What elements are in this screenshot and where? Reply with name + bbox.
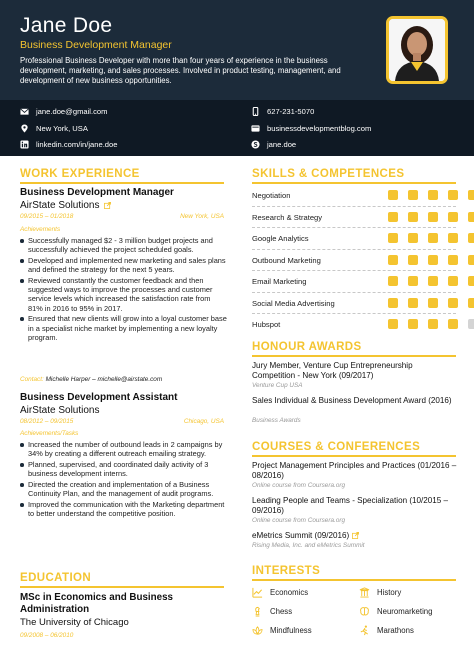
course-provider: Online course from Coursera.org (252, 482, 346, 489)
skill-level-dot (428, 190, 438, 200)
contact-skype[interactable] (251, 140, 296, 149)
skill-divider (252, 249, 456, 250)
external-link-icon (352, 532, 359, 539)
brain-icon (359, 606, 370, 617)
interest-item (252, 606, 292, 617)
skill-divider (252, 270, 456, 271)
skill-level-dot (388, 233, 398, 243)
skill-level-dot (468, 276, 474, 286)
skill-name: Research & Strategy (252, 212, 323, 222)
skill-name: Hubspot (252, 320, 281, 329)
skill-divider (252, 292, 456, 293)
education-heading: EDUCATION (20, 572, 92, 584)
skill-level-meter (388, 212, 474, 222)
contact-website[interactable] (251, 124, 371, 133)
job-title: Business Development Assistant (20, 392, 178, 403)
company-label: AirState Solutions (20, 405, 100, 416)
courses-heading: COURSES & CONFERENCES (252, 441, 421, 453)
linkedin-icon (20, 140, 29, 149)
contact-phone[interactable] (251, 107, 314, 116)
runner-icon (359, 625, 370, 636)
skill-divider (252, 227, 456, 228)
skill-level-dot (428, 276, 438, 286)
location-text: New York, USA (36, 124, 88, 133)
skype-text: jane.doe (267, 140, 297, 149)
skill-level-dot (388, 255, 398, 265)
skill-level-dot (468, 255, 474, 265)
interest-label: Economics (270, 588, 309, 597)
skill-level-dot (408, 255, 418, 265)
skill-name: Outbound Marketing (252, 255, 321, 265)
job-title: Business Development Manager (20, 187, 174, 198)
work-heading-rule (20, 182, 224, 184)
skill-level-dot (448, 276, 458, 286)
award-issuer: Business Awards (252, 417, 301, 424)
interest-label: Neuromarketing (377, 607, 433, 616)
skill-level-dot (468, 319, 474, 329)
skill-level-dot (428, 255, 438, 265)
skills-heading-rule (252, 182, 456, 184)
award-title: Jury Member, Venture Cup Entrepreneurship Competition - New York (09/2017) (252, 361, 413, 380)
skill-level-dot (388, 298, 398, 308)
course-provider: Online course from Coursera.org (252, 517, 346, 524)
contact-location (20, 124, 88, 133)
contact-linkedin[interactable] (20, 140, 117, 149)
profile-photo (386, 16, 448, 84)
skill-level-dot (428, 319, 438, 329)
skill-divider (252, 313, 456, 314)
skill-level-dot (468, 233, 474, 243)
reference-value: Michelle Harper – michelle@airstate.com (45, 376, 163, 383)
job-dates: 09/2015 – 01/2018 (20, 213, 74, 220)
skill-level-meter (388, 298, 474, 308)
achievements-list (20, 236, 227, 344)
skill-level-dot (428, 298, 438, 308)
skill-level-meter (388, 190, 474, 200)
interest-item (252, 625, 312, 636)
skill-level-dot (448, 190, 458, 200)
skill-level-dot (448, 255, 458, 265)
awards-heading: HONOUR AWARDS (252, 341, 362, 353)
skill-level-dot (428, 233, 438, 243)
school-name: The University of Chicago (20, 617, 129, 628)
interest-label: History (377, 588, 402, 597)
course-item-link[interactable] (252, 531, 462, 541)
course-title: Project Management Principles and Practices (01/2016 – 08/2016) (252, 461, 457, 480)
skill-level-meter (388, 233, 474, 243)
interest-item (359, 587, 401, 598)
profile-summary: Professional Business Developer with more than four years of experience in the business development, marketing, and sales processes. Involved in product testing, management, and development of new business opportunities. (20, 56, 341, 85)
skill-level-dot (408, 233, 418, 243)
job-reference (20, 376, 162, 383)
course-title: eMetrics Summit (09/2016) (252, 531, 350, 540)
skill-level-meter (388, 276, 474, 286)
achievements-label: Achievements/Tasks (20, 430, 79, 437)
courses-heading-rule (252, 455, 456, 457)
list-item: Reviewed constantly the customer feedback and then suggested ways to improve the processes and customer service levels which increased the satisfaction rate from 81% in 2016 to 95% in 2017. (20, 276, 227, 313)
company-label: AirState Solutions (20, 200, 100, 211)
skill-level-dot (408, 276, 418, 286)
skill-level-dot (388, 276, 398, 286)
achievements-label: Achievements (20, 226, 61, 233)
skill-level-dot (388, 190, 398, 200)
degree-title: MSc in Economics and Business Administration (20, 592, 173, 615)
skill-name: Negotiation (252, 191, 291, 200)
phone-icon (251, 107, 260, 116)
job-location: New York, USA (180, 213, 224, 220)
email-text: jane.doe@gmail.com (36, 107, 108, 116)
skill-level-dot (448, 212, 458, 222)
skill-level-dot (468, 212, 474, 222)
candidate-title: Business Development Manager (20, 39, 172, 51)
achievements-list (20, 440, 227, 520)
skill-level-dot (388, 212, 398, 222)
interest-item (359, 625, 414, 636)
company-name (20, 405, 100, 416)
location-icon (20, 124, 29, 133)
resume-header (0, 0, 474, 100)
job-dates: 08/2012 – 09/2015 (20, 418, 74, 425)
phone-text: 627-231-5070 (267, 107, 315, 116)
course-provider: Rising Media, Inc. and eMetrics Summit (252, 542, 365, 549)
work-experience-heading: WORK EXPERIENCE (20, 168, 140, 180)
skill-level-dot (448, 233, 458, 243)
reference-label: Contact: (20, 376, 44, 383)
skill-level-dot (428, 212, 438, 222)
skill-level-meter (388, 255, 474, 265)
lotus-icon (252, 625, 263, 636)
education-dates: 09/2008 – 06/2010 (20, 632, 74, 639)
skill-level-meter (388, 319, 474, 329)
list-item: Increased the number of outbound leads in 2 campaigns by 34% by creating a different outreach emailing strategy. (20, 440, 227, 458)
list-item: Successfully managed $2 - 3 million budget projects and successfully achieved the project scheduled goals. (20, 236, 227, 254)
contact-email[interactable] (20, 107, 107, 116)
education-heading-rule (20, 586, 224, 588)
skill-level-dot (448, 298, 458, 308)
skill-name: Social Media Advertising (252, 298, 335, 308)
skill-level-dot (408, 212, 418, 222)
interest-item (252, 587, 308, 598)
interest-label: Marathons (377, 626, 414, 635)
skill-level-dot (408, 190, 418, 200)
list-item: Planned, supervised, and coordinated daily activity of 3 business development interns. (20, 460, 227, 478)
avatar-image (389, 19, 445, 81)
skype-icon (251, 140, 260, 149)
awards-heading-rule (252, 355, 456, 357)
linkedin-text: linkedin.com/in/jane.doe (36, 140, 118, 149)
skill-divider (252, 206, 456, 207)
award-title: Sales Individual & Business Development Award (2016) (252, 396, 452, 405)
skill-level-dot (468, 190, 474, 200)
award-issuer: Venture Cup USA (252, 382, 303, 389)
list-item: Developed and implemented new marketing and sales plans and defined the strategy for the next 5 years. (20, 256, 227, 274)
contact-bar (0, 100, 474, 156)
skill-name: Google Analytics (252, 234, 309, 243)
skill-level-dot (408, 298, 418, 308)
website-text: businessdevelopmentblog.com (267, 124, 372, 133)
external-link-icon (104, 202, 111, 209)
course-title: Leading People and Teams - Specialization (10/2015 – 09/2016) (252, 496, 449, 515)
interests-heading-rule (252, 579, 456, 581)
list-item: Directed the creation and implementation of a Business Continuity Plan, and the management of audit programs. (20, 480, 227, 498)
skill-level-dot (468, 298, 474, 308)
list-item: Ensured that new clients will grow into a loyal customer base in a specialist niche market by implementing a new loyalty program. (20, 314, 227, 342)
skill-level-dot (388, 319, 398, 329)
interest-label: Mindfulness (270, 626, 312, 635)
skill-name: Email Marketing (252, 277, 307, 286)
job-location: Chicago, USA (183, 418, 224, 425)
chess-icon (252, 606, 263, 617)
company-name[interactable] (20, 200, 111, 211)
interests-heading: INTERESTS (252, 565, 321, 577)
skills-heading: SKILLS & COMPETENCES (252, 168, 405, 180)
skill-level-dot (448, 319, 458, 329)
interest-item (359, 606, 432, 617)
chart-icon (252, 587, 263, 598)
list-item: Improved the communication with the Marketing department to better understand the competitive position. (20, 500, 227, 518)
interest-label: Chess (270, 607, 293, 616)
column-icon (359, 587, 370, 598)
candidate-name: Jane Doe (20, 14, 113, 37)
email-icon (20, 107, 29, 116)
globe-icon (251, 124, 260, 133)
skill-level-dot (408, 319, 418, 329)
